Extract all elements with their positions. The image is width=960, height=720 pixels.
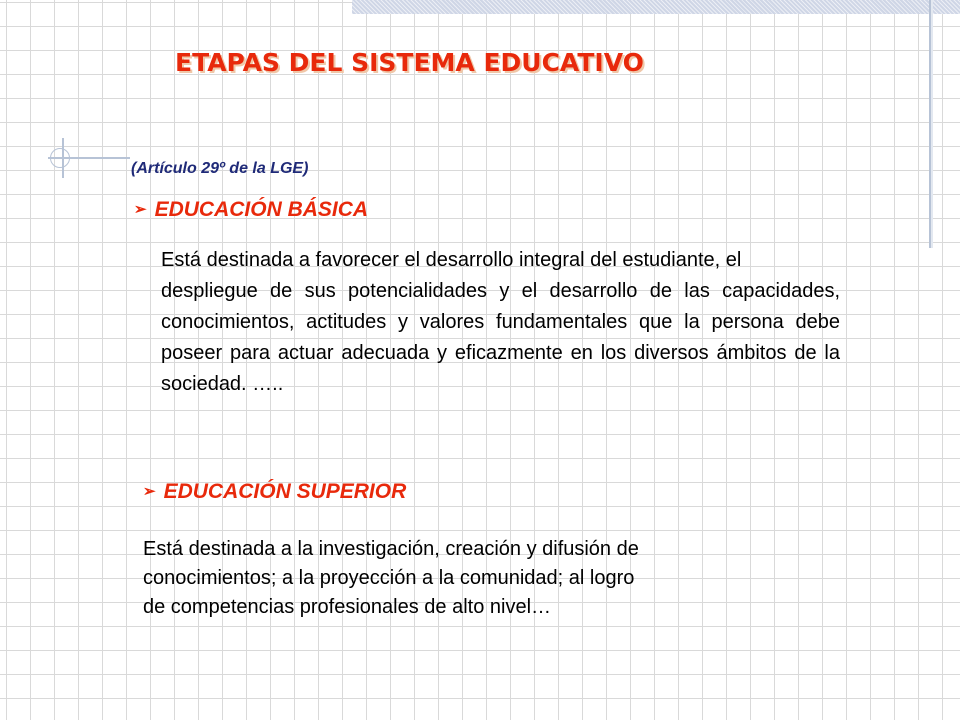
arrow-bullet-icon: ➢ — [134, 201, 147, 218]
section-heading-educacion-basica — [134, 198, 368, 222]
paragraph-line: Está destinada a la investigación, creación y difusión de — [143, 538, 639, 560]
section-heading-label: EDUCACIÓN BÁSICA — [154, 198, 369, 221]
slide-title: ETAPAS DEL SISTEMA EDUCATIVO — [175, 48, 644, 77]
top-decorative-band — [352, 0, 960, 14]
paragraph-line: Está destinada a favorecer el desarrollo integral del estudiante, el — [161, 249, 742, 271]
left-decorative-circle — [50, 148, 70, 168]
section-heading-label: EDUCACIÓN SUPERIOR — [163, 480, 407, 503]
right-decorative-line-shadow — [931, 0, 933, 248]
paragraph-educacion-basica — [161, 245, 840, 400]
paragraph-educacion-superior — [143, 535, 823, 622]
paragraph-line: de competencias profesionales de alto nivel… — [143, 596, 552, 618]
paragraph-line: conocimientos; a la proyección a la comunidad; al logro — [143, 567, 635, 589]
arrow-bullet-icon: ➢ — [143, 483, 156, 500]
section-heading-educacion-superior — [143, 480, 406, 504]
slide-subtitle: (Artículo 29º de la LGE) — [131, 160, 309, 177]
paragraph-line: despliegue de sus potencialidades y el desarrollo de las capacidades, conocimientos, actitudes y valores fundamentales que la persona debe poseer para actuar adecuada y eficazmente en los diversos ámbitos de la sociedad. ….. — [161, 280, 840, 395]
